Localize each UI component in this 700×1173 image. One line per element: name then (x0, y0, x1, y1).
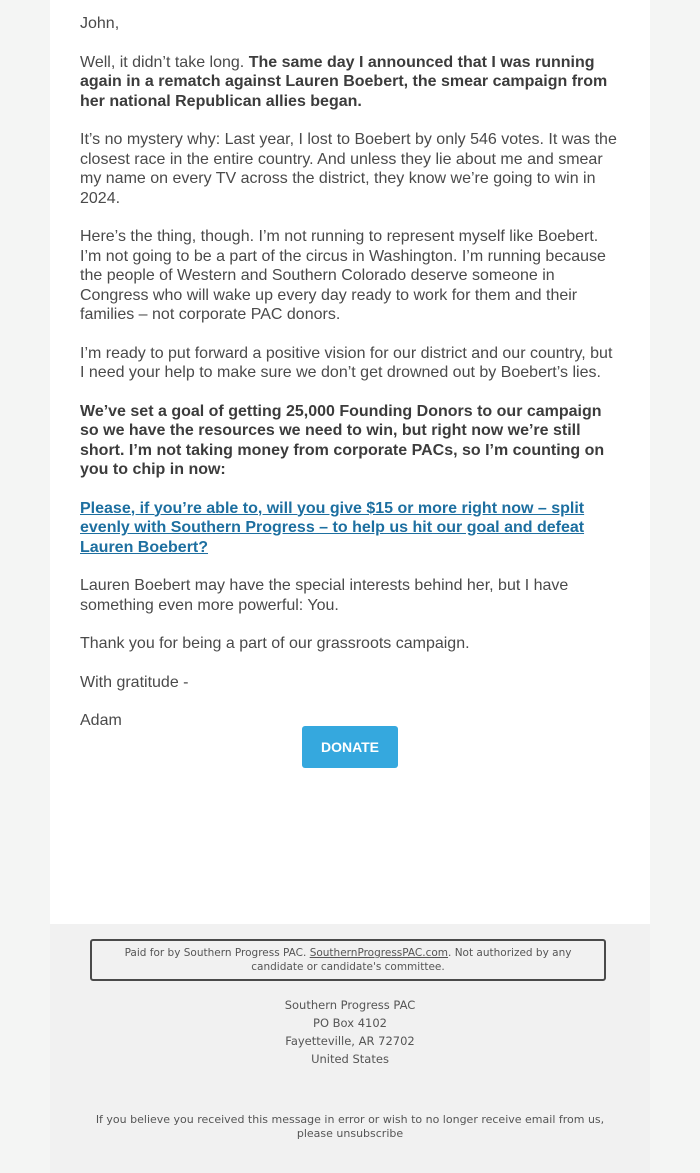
paid-for-disclaimer (90, 939, 606, 981)
donate-button-wrap (302, 726, 398, 768)
greeting: John, (80, 15, 120, 32)
paragraph-thanks: Thank you for being a part of our grassroots campaign. (80, 635, 470, 652)
disclaimer-suffix: . Not authorized by any candidate or candidate's committee. (251, 947, 572, 973)
unsubscribe-text: If you believe you received this message in error or wish to no longer receive email from us, (95, 1113, 605, 1126)
email-body (80, 14, 620, 750)
paragraph-race: It’s no mystery why: Last year, I lost to Boebert by only 546 votes. It was the closest race in the entire country. And unless they lie about me and smear my name on every TV across the district, they know we’re going to win in 2024. (80, 131, 617, 207)
pac-website-link[interactable]: SouthernProgressPAC.com (309, 947, 449, 959)
intro-text: Well, it didn’t take long. (80, 53, 249, 71)
address-org: Southern Progress PAC (284, 998, 416, 1012)
donate-cta-link[interactable]: Please, if you’re able to, will you give $15 or more right now – split evenly with Southern Progress – to help us hit our goal and defeat Lauren Boebert? (80, 499, 585, 556)
goal-bold-text: We’ve set a goal of getting 25,000 Founding Donors to our campaign so we have the resources we need to win, but right now we’re still short. I’m not taking money from corporate PACs, so I’m counting on you to chip in now: (80, 402, 605, 478)
disclaimer-prefix: Paid for by Southern Progress PAC. (124, 947, 310, 959)
signature: Adam (80, 712, 122, 729)
paragraph-circus: Here’s the thing, though. I’m not running to represent myself like Boebert. I’m not going to be a part of the circus in Washington. I’m running because the people of Western and Southern Colorado deserve someone in Congress who will wake up every day ready to work for them and their families – not corporate PAC donors. (80, 228, 606, 323)
address-country: United States (311, 1052, 389, 1066)
email-card (50, 0, 650, 924)
paragraph-cta (80, 499, 620, 558)
signoff: With gratitude - (80, 673, 189, 691)
unsubscribe-link[interactable]: please unsubscribe (296, 1127, 404, 1140)
paragraph-vision: I’m ready to put forward a positive vision for our district and our country, but I need your help to make sure we don’t get drowned out by Boebert’s lies. (80, 344, 613, 381)
paragraph-special-interests: Lauren Boebert may have the special interests behind her, but I have something even more powerful: You. (80, 577, 569, 614)
paragraph-intro (80, 53, 620, 112)
intro-bold-text: The same day I announced that I was running again in a rematch against Lauren Boebert, the smear campaign from her national Republican allies began. (80, 53, 608, 110)
footer (50, 924, 650, 1173)
paragraph-goal (80, 402, 620, 480)
unsubscribe-notice (80, 1113, 620, 1141)
donate-button[interactable]: DONATE (302, 726, 398, 768)
address-city: Fayetteville, AR 72702 (285, 1034, 415, 1048)
mailing-address (50, 996, 650, 1068)
address-po-box: PO Box 4102 (313, 1016, 387, 1030)
